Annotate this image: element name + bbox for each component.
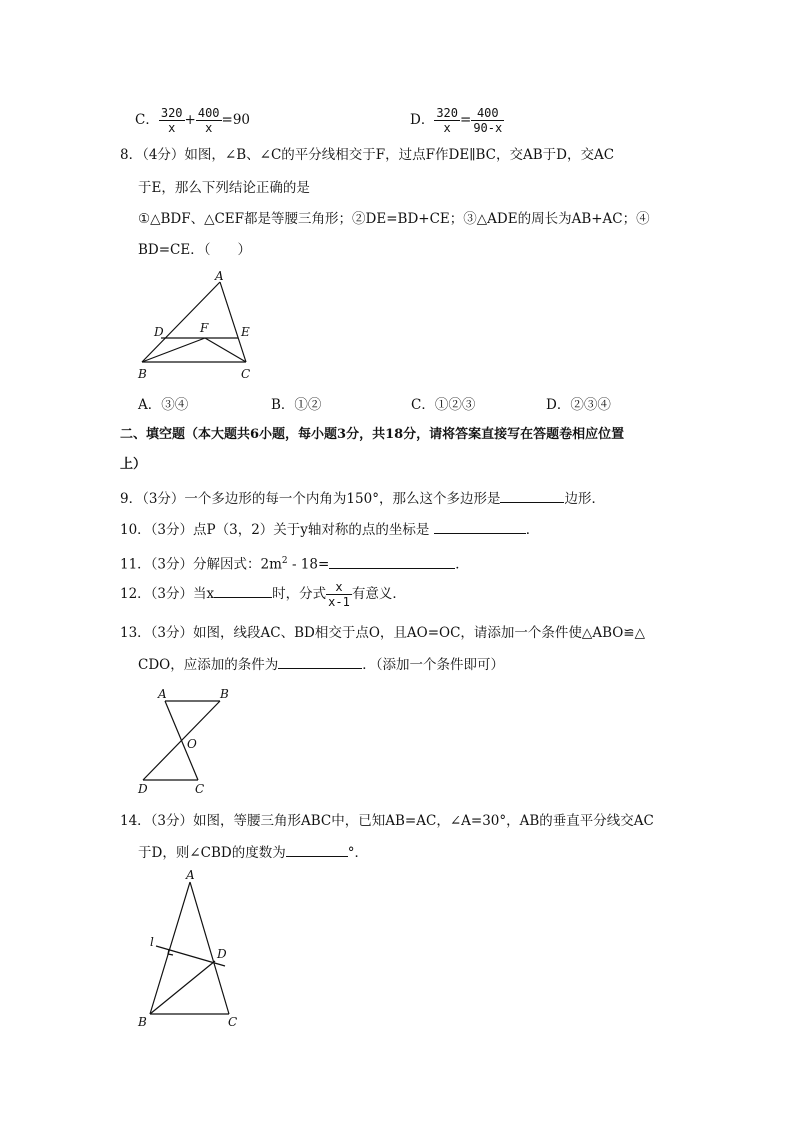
- q7-option-d: [410, 106, 504, 135]
- q9-answer-blank[interactable]: [500, 488, 564, 503]
- q11-text-mid: - 18=: [287, 556, 330, 573]
- label-o: O: [187, 737, 197, 751]
- q12-text-mid: 时，分式: [272, 586, 327, 602]
- q12: [120, 580, 406, 608]
- q13-text-end: ．（添加一个条件即可）: [362, 657, 504, 673]
- q8-option-c: C．①②③: [411, 397, 476, 413]
- q10: [120, 519, 539, 540]
- q13-answer-blank[interactable]: [278, 654, 362, 669]
- q9-text-end: 边形．: [564, 491, 605, 507]
- q13-figure: [132, 684, 242, 796]
- q12-text: 12．（3分）当x: [120, 586, 215, 602]
- q12-answer-blank[interactable]: [214, 583, 272, 598]
- q8-option-b: B．①②: [271, 397, 322, 413]
- fraction: $\frac{320}{x}$: [436, 106, 459, 135]
- label-c: C: [241, 367, 251, 381]
- q14-text-end: °．: [347, 845, 368, 861]
- q11-answer-blank[interactable]: [329, 554, 455, 569]
- q11: [120, 551, 469, 575]
- fraction: $\frac{400}{x}$: [197, 106, 220, 135]
- operator: =: [460, 112, 472, 128]
- section-heading-line2: 上）: [120, 457, 147, 472]
- q10-answer-blank[interactable]: [434, 519, 526, 534]
- label-f: F: [200, 321, 209, 335]
- label-l: l: [150, 935, 154, 949]
- q12-fraction: $\frac{x}{x-1}$: [328, 580, 350, 609]
- section-heading-line1: 二、填空题（本大题共6小题，每小题3分，共18分，请将答案直接写在答题卷相应位置: [120, 427, 625, 442]
- option-label: C．: [135, 112, 159, 128]
- label-a: A: [186, 868, 195, 882]
- q10-text-end: ．: [525, 522, 540, 538]
- q11-text: 11．（3分）分解因式：2m: [120, 556, 282, 573]
- fraction: $\frac{400}{90-x}$: [473, 106, 503, 135]
- q11-text-end: ．: [455, 556, 469, 573]
- q14-line1: 14．（3分）如图，等腰三角形ABC中，已知AB=AC，∠A=30°，AB的垂直平分线交AC: [120, 813, 654, 829]
- q13-line1: 13．（3分）如图，线段AC、BD相交于点O，且AO=OC，请添加一个条件使△ABO≌△: [120, 625, 645, 641]
- operator: +: [184, 112, 196, 128]
- label-b: B: [138, 1015, 147, 1029]
- label-e: E: [241, 325, 250, 339]
- label-a: A: [215, 269, 224, 283]
- label-c: C: [228, 1015, 238, 1029]
- q11-exponent: 2: [281, 556, 288, 566]
- q9-text: 9．（3分）一个多边形的每一个内角为150°，那么这个多边形是: [120, 491, 501, 507]
- q8-option-d: D．②③④: [546, 397, 611, 413]
- q14-figure: [132, 866, 252, 1034]
- q8-line2: 于E，那么下列结论正确的是: [138, 180, 310, 196]
- fraction: $\frac{320}{x}$: [160, 106, 183, 135]
- q14-answer-blank[interactable]: [286, 842, 348, 857]
- label-d: D: [217, 947, 227, 961]
- label-b: B: [138, 367, 147, 381]
- label-a: A: [158, 687, 167, 701]
- q12-text-end: 有意义．: [351, 586, 406, 602]
- q8-line1: 8．（4分）如图，∠B、∠C的平分线相交于F，过点F作DE∥BC，交AB于D，交AC: [120, 147, 615, 163]
- equation-rest: =90: [221, 112, 251, 128]
- q8-line4: BD=CE．（ ）: [138, 242, 251, 258]
- q9: [120, 488, 605, 509]
- q10-text: 10．（3分）点P（3，2）关于y轴对称的点的坐标是: [120, 522, 434, 538]
- label-b: B: [220, 687, 229, 701]
- q8-line3: ①△BDF、△CEF都是等腰三角形；②DE=BD+CE；③△ADE的周长为AB+AC；④: [138, 211, 650, 227]
- option-label: D．: [410, 112, 435, 128]
- q14-text: 于D，则∠CBD的度数为: [138, 845, 286, 861]
- label-c: C: [195, 782, 205, 796]
- label-d: D: [154, 325, 164, 339]
- q8-option-a: A．③④: [138, 397, 189, 413]
- label-d: D: [138, 782, 148, 796]
- q13-line2: [138, 654, 504, 675]
- q13-text: CDO，应添加的条件为: [138, 657, 279, 673]
- q7-option-c: [135, 106, 250, 135]
- q14-line2: [138, 842, 368, 863]
- q8-figure: [130, 268, 270, 383]
